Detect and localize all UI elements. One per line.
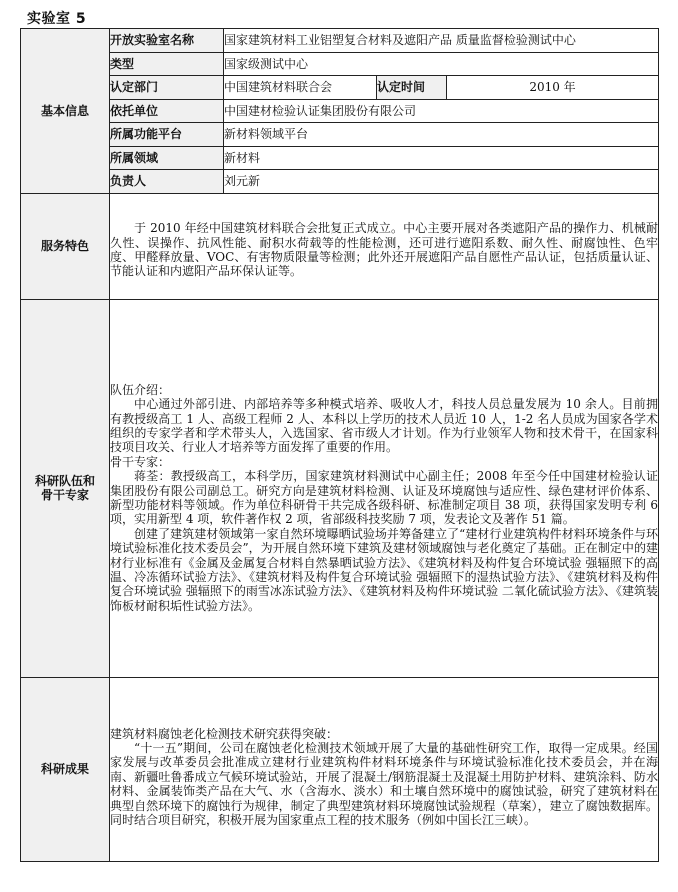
lab-name-value: 国家建筑材料工业铝塑复合材料及遮阳产品 质量监督检验测试中心 — [224, 29, 659, 53]
cert-time-value: 2010 年 — [447, 76, 659, 100]
team-label-line-1: 科研队伍和 — [34, 473, 95, 488]
type-value: 国家级测试中心 — [224, 52, 659, 76]
service-description — [110, 193, 659, 299]
section-label-basic-info: 基本信息 — [21, 29, 110, 194]
cert-time-label: 认定时间 — [377, 76, 447, 100]
team-experts-heading: 骨干专家： — [110, 454, 171, 469]
host-unit-label: 依托单位 — [110, 99, 224, 123]
team-description — [110, 299, 659, 677]
field-label: 所属领域 — [110, 146, 224, 170]
cert-dept-value: 中国建筑材料联合会 — [224, 76, 377, 100]
type-label: 类型 — [110, 52, 224, 76]
leader-value: 刘元新 — [224, 170, 659, 194]
page-title: 实验室 5 — [27, 11, 87, 27]
results-text: “十一五”期间，公司在腐蚀老化检测技术领域开展了大量的基础性研究工作，取得一定成果。经国家发展与改革委员会批准成立建材行业建筑构件材料环境条件与环境试验标准化技术委员会，并在海南、新疆吐鲁番成立气候环境试验站，开展了混凝土/钢筋混凝土及混凝土用防护材料、建筑涂料、防水材料、金属装饰类产品在大气、水（含海水、淡水）和土壤自然环境中的腐蚀试验，研究了建筑材料在典型自然环境下的腐蚀行为规律，制定了典型建筑材料环境腐蚀试验规程（草案），建立了腐蚀数据库。同时结合项目研究，积极开展为国家重点工程的技术服务（例如中国长江三峡）。 — [110, 741, 658, 827]
platform-label: 所属功能平台 — [110, 123, 224, 147]
section-label-team — [21, 299, 110, 677]
platform-value: 新材料领域平台 — [224, 123, 659, 147]
lab-name-label: 开放实验室名称 — [110, 29, 224, 53]
team-intro-heading: 队伍介绍： — [110, 382, 171, 397]
field-value: 新材料 — [224, 146, 659, 170]
host-unit-value: 中国建材检验认证集团股份有限公司 — [224, 99, 659, 123]
results-description — [110, 677, 659, 861]
results-heading: 建筑材料腐蚀老化检测技术研究获得突破： — [110, 726, 339, 741]
expert-work: 创建了建筑建材领域第一家自然环境曝晒试验场并筹备建立了“建材行业建筑构件材料环境条件与环境试验标准化技术委员会”，为开展自然环境下建筑及建材领域腐蚀与老化奠定了基础。正在制定中的建材行业标准有《金属及金属复合材料自然暴晒试验方法》、《建筑材料及构件复合环境试验 强辐照下的高温、冷冻循环试验方法》、《建筑材料及构件复合环境试验 强辐照下的湿热试验方法》、《建筑材料及构件复合环境试验 强辐照下的雨雪冰冻试验方法》、《建筑材料及构件环境试验 二氧化硫试验方法》、《建筑装饰板材耐积垢性试验方法》。 — [110, 526, 658, 613]
leader-label: 负责人 — [110, 170, 224, 194]
service-text: 于 2010 年经中国建筑材料联合会批复正式成立。中心主要开展对各类遮阳产品的操作力、机械耐久性、误操作、抗风性能、耐积水荷载等的性能检测，还可进行遮阳系数、耐久性、耐腐蚀性、色牢度、甲醛释放量、VOC、有害物质限量等检测；此外还开展遮阳产品自愿性产品认证，包括质量认证、节能认证和内遮阳产品环保认证等。 — [110, 221, 658, 279]
section-label-service: 服务特色 — [21, 193, 110, 299]
team-label-line-2: 骨干专家 — [40, 488, 89, 502]
section-label-results: 科研成果 — [21, 677, 110, 861]
expert-bio: 蒋荃：教授级高工，本科学历，国家建筑材料测试中心副主任；2008 年至今任中国建材检验认证集团股份有限公司副总工。研究方向是建筑材料检测、认证及环境腐蚀与适应性、绿色建材评价体系、新型功能材料等领域。作为单位科研骨干共完成各级科研、标准制定项目 38 项，获得国家发明专利 6 项，实用新型 4 项，软件著作权 2 项，省部级科技奖励 7 项，发表论文及著作 51 篇。 — [110, 469, 658, 527]
cert-dept-label: 认定部门 — [110, 76, 224, 100]
team-intro-text: 中心通过外部引进、内部培养等多种模式培养、吸收人才，科技人员总量发展为 10 余人。目前拥有教授级高工 1 人、高级工程师 2 人、本科以上学历的技术人员近 10 人，1-2 名人员成为国家各学术组织的专家学者和学术带头人，入选国家、省市级人才计划。作为行业领军人物和技术骨干，在国家科技项目攻关、行业人才培养等方面发挥了重要的作用。 — [110, 397, 658, 455]
lab-info-table — [20, 28, 659, 862]
